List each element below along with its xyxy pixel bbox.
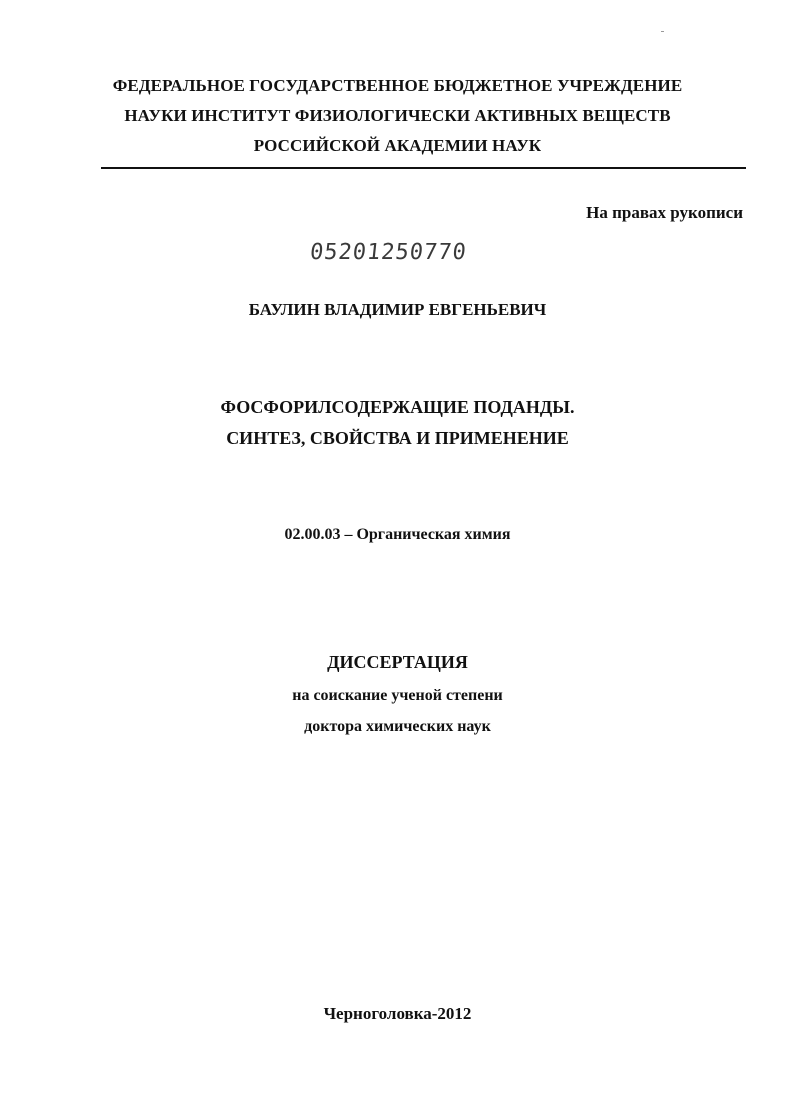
- manuscript-rights-label: На правах рукописи: [586, 203, 743, 222]
- degree-line-2: доктора химических наук: [304, 718, 491, 735]
- author-name: БАУЛИН ВЛАДИМИР ЕВГЕНЬЕВИЧ: [248, 300, 547, 319]
- title-line-1: ФОСФОРИЛСОДЕРЖАЩИЕ ПОДАНДЫ.: [220, 397, 575, 417]
- scan-speck: [661, 31, 664, 32]
- institution-line-3: РОССИЙСКОЙ АКАДЕМИИ НАУК: [253, 136, 542, 155]
- header-divider: [101, 167, 746, 169]
- degree-line-1: на соискание ученой степени: [292, 687, 503, 704]
- place-year: Черноголовка-2012: [323, 1004, 472, 1023]
- institution-line-2: НАУКИ ИНСТИТУТ ФИЗИОЛОГИЧЕСКИ АКТИВНЫХ ВЕЩЕСТВ: [124, 106, 671, 125]
- document-type: ДИССЕРТАЦИЯ: [327, 652, 468, 672]
- stamp-number: 05201250770: [308, 240, 469, 265]
- institution-line-1: ФЕДЕРАЛЬНОЕ ГОСУДАРСТВЕННОЕ БЮДЖЕТНОЕ УЧРЕЖДЕНИЕ: [112, 76, 683, 95]
- specialty-code: 02.00.03 – Органическая химия: [284, 526, 511, 543]
- title-line-2: СИНТЕЗ, СВОЙСТВА И ПРИМЕНЕНИЕ: [226, 428, 569, 448]
